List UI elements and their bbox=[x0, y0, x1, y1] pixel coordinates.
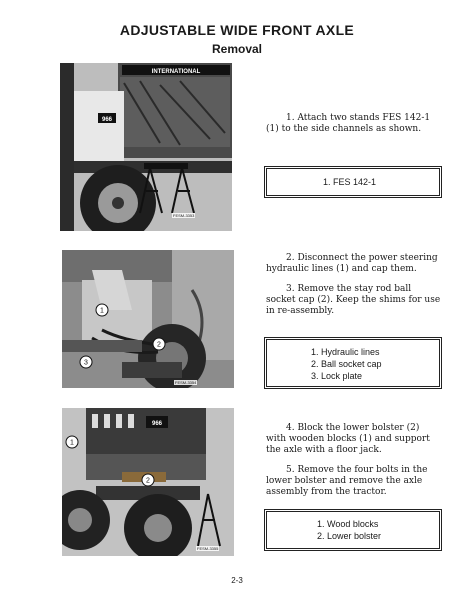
step-paragraph: 5. Remove the four bolts in the lower bolster and remove the axle assembly from the tractor. bbox=[266, 465, 428, 497]
photo-id-label: FESM-3355 bbox=[197, 546, 219, 551]
legend-box-1 bbox=[264, 166, 442, 198]
legend-box-3 bbox=[264, 509, 442, 551]
callout-number: 1 bbox=[70, 439, 74, 447]
brand-nameplate: INTERNATIONAL bbox=[151, 69, 201, 75]
photo-id-label: FESM-3353 bbox=[173, 213, 195, 218]
photo-id-label: FESM-3354 bbox=[175, 380, 197, 385]
callout-number: 2 bbox=[157, 341, 161, 349]
step-paragraph: 1. Attach two stands FES 142-1 (1) to the side channels as shown. bbox=[266, 113, 431, 134]
step-text-2 bbox=[266, 253, 442, 326]
legend-item: 1. Wood blocks bbox=[317, 519, 379, 529]
legend-item: 2. Lower bolster bbox=[317, 531, 382, 541]
page-number: 2-3 bbox=[231, 576, 243, 585]
photo-lower-bolster bbox=[62, 408, 234, 556]
legend-item: 2. Ball socket cap bbox=[311, 359, 382, 369]
steering-lines-illustration bbox=[62, 250, 234, 388]
page-title: ADJUSTABLE WIDE FRONT AXLE bbox=[119, 22, 355, 38]
callout-number: 2 bbox=[146, 477, 150, 485]
callout-number: 3 bbox=[84, 359, 88, 367]
legend-item: 1. Hydraulic lines bbox=[311, 347, 380, 357]
step-paragraph: 3. Remove the stay rod ball socket cap (2). Keep the shims for use in re-assembly. bbox=[266, 284, 441, 316]
model-badge: 966 bbox=[151, 421, 163, 427]
legend-item: 3. Lock plate bbox=[311, 371, 363, 381]
callout-number: 1 bbox=[100, 307, 104, 315]
step-paragraph: 2. Disconnect the power steering hydraulic lines (1) and cap them. bbox=[266, 253, 438, 274]
model-badge: 966 bbox=[101, 117, 113, 123]
photo-tractor-stands bbox=[60, 63, 232, 231]
lower-bolster-illustration bbox=[62, 408, 234, 556]
step-text-1 bbox=[266, 113, 442, 144]
legend-item: 1. FES 142-1 bbox=[323, 177, 377, 187]
legend-box-2 bbox=[264, 337, 442, 389]
step-text-3 bbox=[266, 423, 442, 507]
tractor-stands-illustration bbox=[60, 63, 232, 231]
page-subtitle: Removal bbox=[211, 42, 263, 56]
step-paragraph: 4. Block the lower bolster (2) with wooden blocks (1) and support the axle with a floor jack. bbox=[266, 423, 430, 455]
photo-steering-lines bbox=[62, 250, 234, 388]
